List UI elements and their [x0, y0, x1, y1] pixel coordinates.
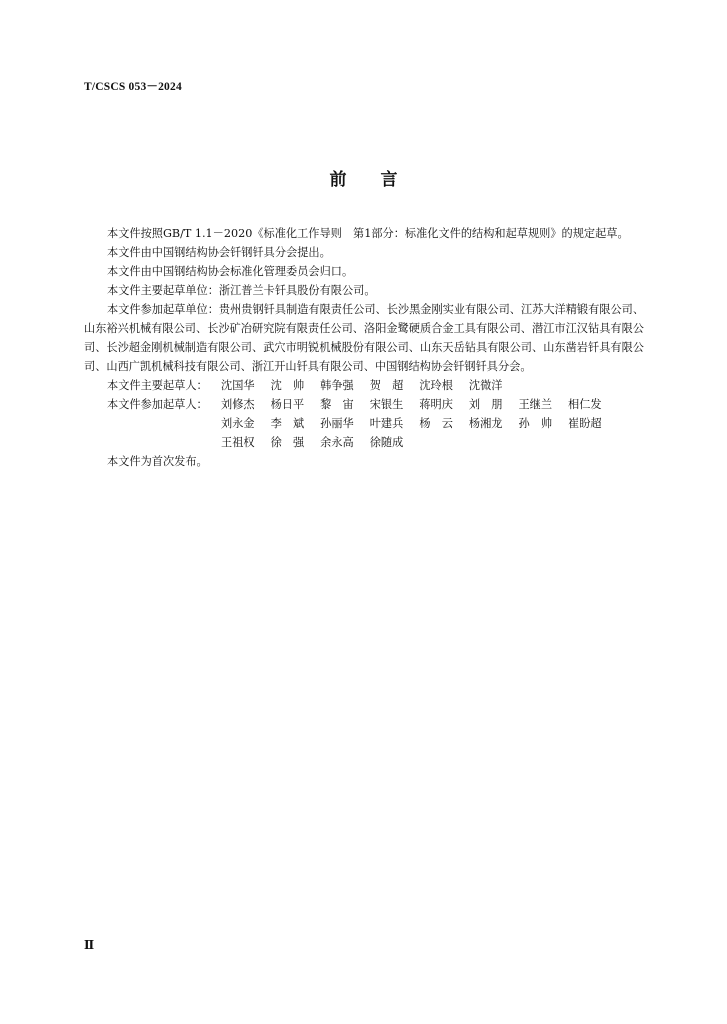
- main-drafters: [84, 376, 644, 395]
- main-drafters-row: [84, 376, 644, 395]
- drafter-name: 刘永金: [221, 417, 255, 430]
- drafter-name: 杨 云: [419, 417, 453, 430]
- drafter-name: 孙 帅: [518, 417, 553, 430]
- document-code: T/CSCS 053－2024: [84, 81, 182, 93]
- paragraph-participating-units: 本文件参加起草单位：贵州贵钢钎具制造有限责任公司、长沙黑金刚实业有限公司、江苏大洋精锻有限公司、山东裕兴机械有限公司、长沙矿冶研究院有限责任公司、洛阳金鹭硬质合金工具有限公司、潜江市江汉钻具有限公司、长沙超金刚机械制造有限公司、武穴市明锐机械股份有限公司、山东天岳钻具有限公司、山东凿岩钎具有限公司、山西广凯机械科技有限公司、浙江开山钎具有限公司、中国钢结构协会钎钢钎具分会。: [84, 303, 645, 373]
- participating-drafters: [84, 395, 644, 452]
- drafter-name: 沈 帅: [270, 379, 305, 392]
- drafter-name: 孙丽华: [320, 417, 354, 430]
- title-char-2: 言: [380, 170, 398, 190]
- paragraph-main-drafting-unit: 本文件主要起草单位：浙江普兰卡钎具股份有限公司。: [107, 284, 376, 297]
- drafter-name: 相仁发: [568, 398, 602, 411]
- paragraph-drafting-rules: 本文件按照GB/T 1.1－2020《标准化工作导则 第1部分：标准化文件的结构和起草规则》的规定起草。: [107, 227, 629, 240]
- drafter-name: 蒋明庆: [419, 398, 453, 411]
- drafters-indent: [84, 414, 221, 433]
- participating-drafters-row: [84, 433, 644, 452]
- paragraph-first-release: 本文件为首次发布。: [107, 455, 208, 468]
- drafter-name: 刘 朋: [468, 398, 503, 411]
- drafter-name: 沈国华: [221, 379, 255, 392]
- page-number: Ⅱ: [84, 938, 95, 952]
- paragraph-proposed-by: 本文件由中国钢结构协会钎钢钎具分会提出。: [107, 246, 331, 259]
- drafter-name: 韩争强: [320, 379, 354, 392]
- paragraph-administered-by: 本文件由中国钢结构协会标准化管理委员会归口。: [107, 265, 354, 278]
- title-char-1: 前: [329, 170, 347, 190]
- participating-drafters-label: 本文件参加起草人：: [107, 398, 208, 411]
- drafters-indent: [84, 433, 221, 452]
- drafter-name: 徐随成: [369, 436, 404, 449]
- drafter-name: 宋银生: [369, 398, 404, 411]
- drafter-name: 杨日平: [270, 398, 305, 411]
- participating-drafters-names: [221, 433, 419, 452]
- participating-drafters-names: [221, 414, 618, 433]
- drafter-name: 徐 强: [270, 436, 305, 449]
- participating-drafters-row: [84, 395, 644, 414]
- drafter-name: 叶建兵: [369, 417, 404, 430]
- drafter-name: 贺 超: [369, 379, 404, 392]
- participating-drafters-row: [84, 414, 644, 433]
- participating-drafters-names: [221, 395, 618, 414]
- drafter-name: 王祖权: [221, 436, 255, 449]
- drafter-name: 李 斌: [270, 417, 305, 430]
- main-drafters-label: 本文件主要起草人：: [107, 379, 208, 392]
- drafter-name: 王继兰: [518, 398, 553, 411]
- drafter-name: 杨湘龙: [468, 417, 503, 430]
- page-title: [0, 165, 727, 190]
- preface-body: [84, 224, 644, 471]
- drafter-name: 沈玲根: [419, 379, 453, 392]
- drafter-name: 余永高: [320, 436, 354, 449]
- drafter-name: 沈微洋: [468, 379, 503, 392]
- main-drafters-names: [221, 376, 518, 395]
- drafter-name: 崔盼超: [568, 417, 602, 430]
- drafter-name: 黎 宙: [320, 398, 354, 411]
- drafter-name: 刘修杰: [221, 398, 255, 411]
